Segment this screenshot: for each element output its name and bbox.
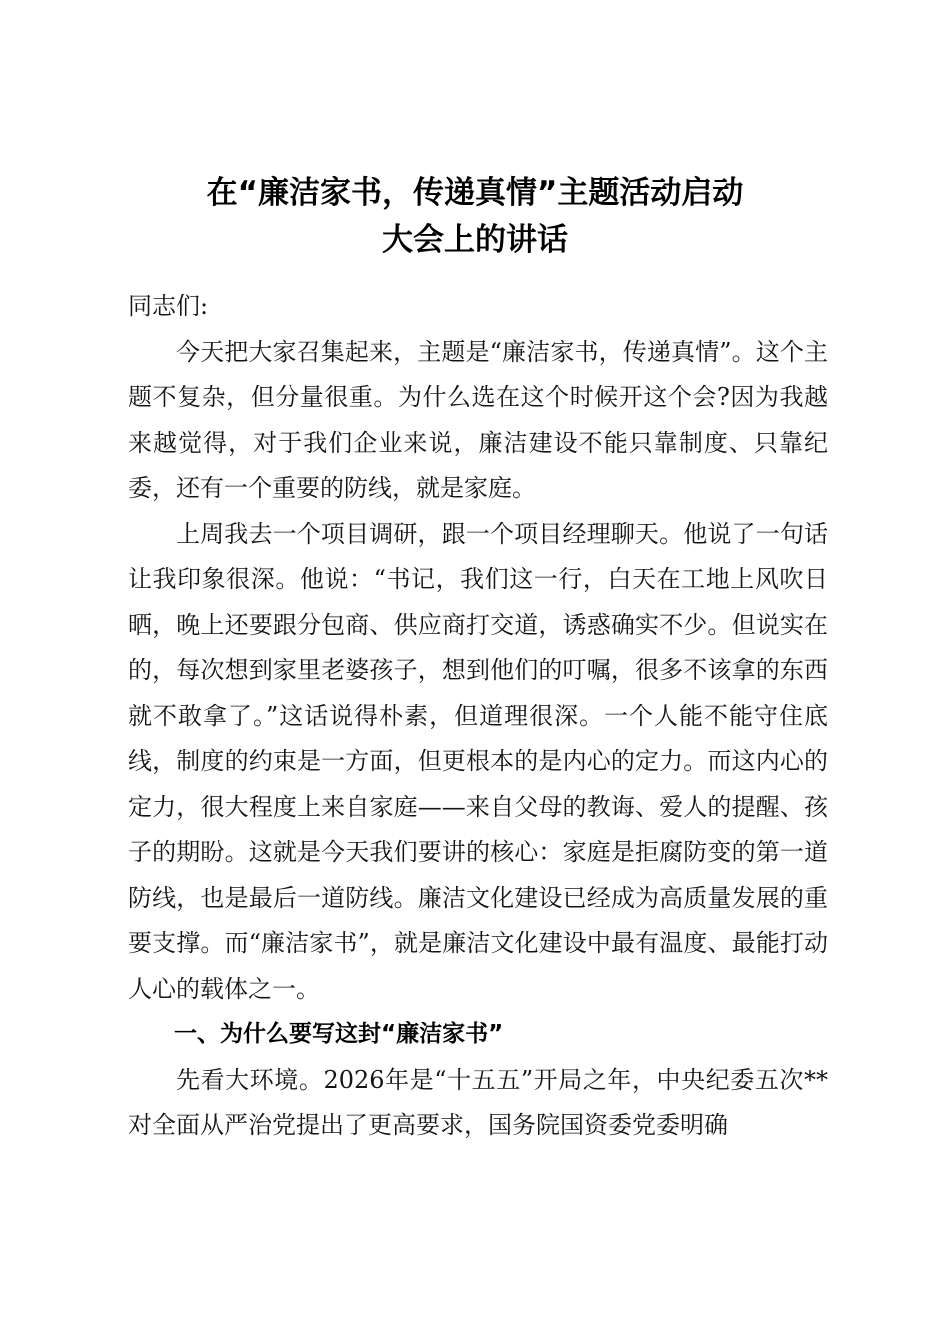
section-1-paragraph: 先看大环境。2026年是“十五五”开局之年，中央纪委五次**对全面从严治党提出了更高要求，国务院国资委党委明确 bbox=[128, 1065, 828, 1139]
section-heading-1: 一、为什么要写这封“廉洁家书” bbox=[174, 1021, 504, 1047]
paragraph-1: 今天把大家召集起来，主题是“廉洁家书，传递真情”。这个主题不复杂，但分量很重。为什么选在这个时候开这个会?因为我越来越觉得，对于我们企业来说，廉洁建设不能只靠制度、只靠纪委，还有一个重要的防线，就是家庭。 bbox=[128, 337, 828, 502]
title-line-2: 大会上的讲话 bbox=[382, 222, 568, 258]
paragraph-2: 上周我去一个项目调研，跟一个项目经理聊天。他说了一句话让我印象很深。他说：“书记，我们这一行，白天在工地上风吹日晒，晚上还要跟分包商、供应商打交道，诱惑确实不少。但说实在的，每次想到家里老婆孩子，想到他们的叮嘱，很多不该拿的东西就不敢拿了。”这话说得朴素，但道理很深。一个人能不能守住底线，制度的约束是一方面，但更根本的是内心的定力。而这内心的定力，很大程度上来自家庭——来自父母的教诲、爱人的提醒、孩子的期盼。这就是今天我们要讲的核心：家庭是拒腐防变的第一道防线，也是最后一道防线。廉洁文化建设已经成为高质量发展的重要支撑。而“廉洁家书”，就是廉洁文化建设中最有温度、最能打动人心的载体之一。 bbox=[128, 519, 828, 1003]
title-line-1: 在“廉洁家书，传递真情”主题活动启动 bbox=[206, 175, 744, 211]
salutation: 同志们: bbox=[128, 292, 209, 320]
document-title bbox=[0, 170, 950, 264]
document-body bbox=[128, 284, 828, 1149]
